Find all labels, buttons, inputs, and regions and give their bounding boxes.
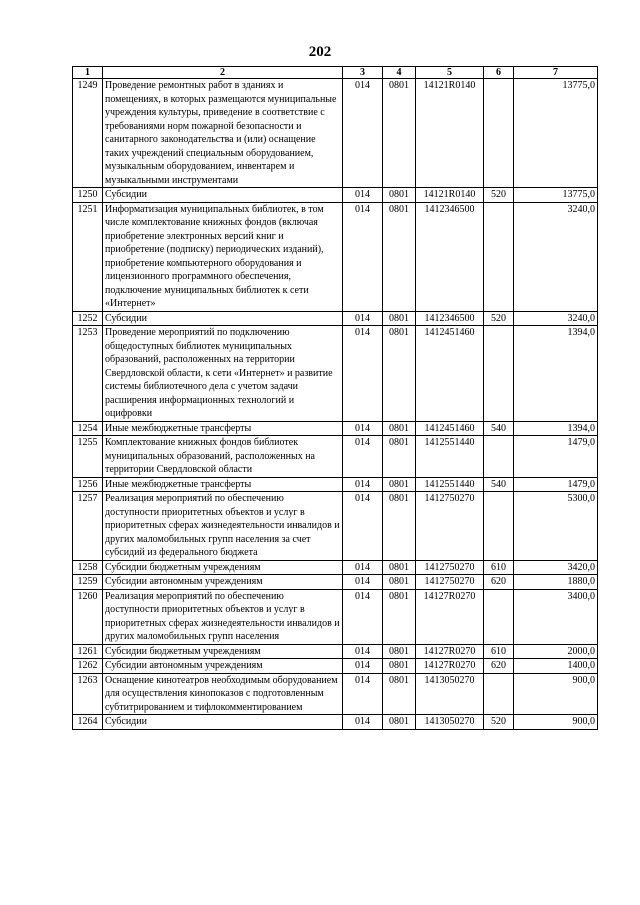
section-code-cell: 0801 — [383, 673, 416, 715]
ministry-code-cell: 014 — [343, 188, 383, 203]
header-col-4: 4 — [383, 67, 416, 79]
section-code-cell: 0801 — [383, 311, 416, 326]
section-code-cell: 0801 — [383, 421, 416, 436]
row-number-cell: 1257 — [73, 492, 103, 561]
table-row — [73, 421, 598, 436]
target-code-cell: 14127R0270 — [416, 659, 484, 674]
ministry-code-cell: 014 — [343, 326, 383, 422]
target-code-cell: 1412551440 — [416, 436, 484, 478]
section-code-cell: 0801 — [383, 659, 416, 674]
ministry-code-cell: 014 — [343, 644, 383, 659]
target-code-cell: 1413050270 — [416, 673, 484, 715]
target-code-cell: 1412346500 — [416, 311, 484, 326]
amount-cell: 3420,0 — [514, 560, 598, 575]
target-code-cell: 14121R0140 — [416, 188, 484, 203]
table-row — [73, 560, 598, 575]
ministry-code-cell: 014 — [343, 659, 383, 674]
header-col-1: 1 — [73, 67, 103, 79]
item-name-cell: Иные межбюджетные трансферты — [103, 421, 343, 436]
table-row — [73, 644, 598, 659]
table-row — [73, 188, 598, 203]
table-row — [73, 311, 598, 326]
table-row — [73, 436, 598, 478]
section-code-cell: 0801 — [383, 202, 416, 311]
item-name-cell: Оснащение кинотеатров необходимым оборудованием для осуществления кинопоказов с подготовленным субтитрированием и тифлокомментированием — [103, 673, 343, 715]
expense-type-cell — [484, 492, 514, 561]
amount-cell: 1394,0 — [514, 421, 598, 436]
expense-type-cell: 620 — [484, 575, 514, 590]
target-code-cell: 14127R0270 — [416, 644, 484, 659]
item-name-cell: Субсидии автономным учреждениям — [103, 575, 343, 590]
target-code-cell: 1412346500 — [416, 202, 484, 311]
row-number-cell: 1260 — [73, 589, 103, 644]
amount-cell: 1400,0 — [514, 659, 598, 674]
expense-type-cell — [484, 436, 514, 478]
item-name-cell: Реализация мероприятий по обеспечению доступности приоритетных объектов и услуг в приоритетных сферах жизнедеятельности инвалидов и других маломобильных групп населения за счет субсидий из федерального бюджета — [103, 492, 343, 561]
ministry-code-cell: 014 — [343, 715, 383, 730]
row-number-cell: 1255 — [73, 436, 103, 478]
row-number-cell: 1259 — [73, 575, 103, 590]
table-row — [73, 492, 598, 561]
item-name-cell: Субсидии бюджетным учреждениям — [103, 644, 343, 659]
target-code-cell: 1412551440 — [416, 477, 484, 492]
item-name-cell: Субсидии — [103, 311, 343, 326]
row-number-cell: 1254 — [73, 421, 103, 436]
section-code-cell: 0801 — [383, 188, 416, 203]
row-number-cell: 1261 — [73, 644, 103, 659]
ministry-code-cell: 014 — [343, 492, 383, 561]
ministry-code-cell: 014 — [343, 202, 383, 311]
ministry-code-cell: 014 — [343, 575, 383, 590]
amount-cell: 13775,0 — [514, 188, 598, 203]
section-code-cell: 0801 — [383, 326, 416, 422]
header-col-5: 5 — [416, 67, 484, 79]
expense-type-cell — [484, 589, 514, 644]
expense-type-cell — [484, 673, 514, 715]
ministry-code-cell: 014 — [343, 673, 383, 715]
table-row — [73, 659, 598, 674]
ministry-code-cell: 014 — [343, 421, 383, 436]
target-code-cell: 1412750270 — [416, 575, 484, 590]
ministry-code-cell: 014 — [343, 79, 383, 188]
amount-cell: 1394,0 — [514, 326, 598, 422]
row-number-cell: 1250 — [73, 188, 103, 203]
amount-cell: 3400,0 — [514, 589, 598, 644]
target-code-cell: 14121R0140 — [416, 79, 484, 188]
item-name-cell: Информатизация муниципальных библиотек, в том числе комплектование книжных фондов (включая приобретение электронных версий книг и приобретение (подписку) периодических изданий), приобретение компьютерного оборудования и лицензионного программного обеспечения, подключение муниципальных библиотек к сети «Интернет» — [103, 202, 343, 311]
amount-cell: 900,0 — [514, 673, 598, 715]
item-name-cell: Субсидии — [103, 188, 343, 203]
header-col-3: 3 — [343, 67, 383, 79]
expense-type-cell: 620 — [484, 659, 514, 674]
amount-cell: 900,0 — [514, 715, 598, 730]
table-row — [73, 589, 598, 644]
ministry-code-cell: 014 — [343, 436, 383, 478]
amount-cell: 2000,0 — [514, 644, 598, 659]
table-row — [73, 477, 598, 492]
row-number-cell: 1252 — [73, 311, 103, 326]
item-name-cell: Проведение мероприятий по подключению общедоступных библиотек муниципальных образований, расположенных на территории Свердловской области, к сети «Интернет» и развитие системы библиотечного дела с учетом задачи расширения информационных технологий и оцифровки — [103, 326, 343, 422]
item-name-cell: Субсидии автономным учреждениям — [103, 659, 343, 674]
table-row — [73, 79, 598, 188]
header-col-7: 7 — [514, 67, 598, 79]
section-code-cell: 0801 — [383, 589, 416, 644]
item-name-cell: Проведение ремонтных работ в зданиях и помещениях, в которых размещаются муниципальные учреждения культуры, приведение в соответствие с требованиями норм пожарной безопасности и санитарного законодательства и (или) оснащение таких учреждений специальным оборудованием, музыкальным оборудованием, инвентарем и музыкальными инструментами — [103, 79, 343, 188]
ministry-code-cell: 014 — [343, 589, 383, 644]
amount-cell: 1479,0 — [514, 477, 598, 492]
item-name-cell: Иные межбюджетные трансферты — [103, 477, 343, 492]
section-code-cell: 0801 — [383, 644, 416, 659]
section-code-cell: 0801 — [383, 477, 416, 492]
section-code-cell: 0801 — [383, 436, 416, 478]
section-code-cell: 0801 — [383, 715, 416, 730]
item-name-cell: Комплектование книжных фондов библиотек муниципальных образований, расположенных на территории Свердловской области — [103, 436, 343, 478]
table-header-row — [73, 67, 598, 79]
ministry-code-cell: 014 — [343, 560, 383, 575]
section-code-cell: 0801 — [383, 492, 416, 561]
row-number-cell: 1264 — [73, 715, 103, 730]
expense-type-cell: 540 — [484, 421, 514, 436]
target-code-cell: 1413050270 — [416, 715, 484, 730]
header-col-6: 6 — [484, 67, 514, 79]
section-code-cell: 0801 — [383, 79, 416, 188]
ministry-code-cell: 014 — [343, 311, 383, 326]
expense-type-cell — [484, 79, 514, 188]
expense-type-cell: 520 — [484, 188, 514, 203]
item-name-cell: Субсидии — [103, 715, 343, 730]
expense-type-cell — [484, 202, 514, 311]
amount-cell: 13775,0 — [514, 79, 598, 188]
expense-type-cell: 540 — [484, 477, 514, 492]
target-code-cell: 1412451460 — [416, 421, 484, 436]
row-number-cell: 1251 — [73, 202, 103, 311]
item-name-cell: Реализация мероприятий по обеспечению доступности приоритетных объектов и услуг в приоритетных сферах жизнедеятельности инвалидов и других маломобильных групп населения — [103, 589, 343, 644]
table-row — [73, 715, 598, 730]
amount-cell: 3240,0 — [514, 202, 598, 311]
target-code-cell: 1412750270 — [416, 560, 484, 575]
table-row — [73, 326, 598, 422]
row-number-cell: 1258 — [73, 560, 103, 575]
header-col-2: 2 — [103, 67, 343, 79]
target-code-cell: 14127R0270 — [416, 589, 484, 644]
amount-cell: 5300,0 — [514, 492, 598, 561]
row-number-cell: 1262 — [73, 659, 103, 674]
row-number-cell: 1263 — [73, 673, 103, 715]
target-code-cell: 1412451460 — [416, 326, 484, 422]
amount-cell: 3240,0 — [514, 311, 598, 326]
expense-type-cell — [484, 326, 514, 422]
section-code-cell: 0801 — [383, 560, 416, 575]
table-row — [73, 202, 598, 311]
target-code-cell: 1412750270 — [416, 492, 484, 561]
page-number: 202 — [308, 44, 332, 60]
section-code-cell: 0801 — [383, 575, 416, 590]
expense-type-cell: 610 — [484, 560, 514, 575]
table-body — [73, 79, 598, 730]
row-number-cell: 1249 — [73, 79, 103, 188]
item-name-cell: Субсидии бюджетным учреждениям — [103, 560, 343, 575]
expense-type-cell: 520 — [484, 715, 514, 730]
amount-cell: 1479,0 — [514, 436, 598, 478]
budget-table — [72, 66, 598, 730]
table-row — [73, 673, 598, 715]
amount-cell: 1880,0 — [514, 575, 598, 590]
ministry-code-cell: 014 — [343, 477, 383, 492]
table-row — [73, 575, 598, 590]
row-number-cell: 1253 — [73, 326, 103, 422]
row-number-cell: 1256 — [73, 477, 103, 492]
expense-type-cell: 520 — [484, 311, 514, 326]
expense-type-cell: 610 — [484, 644, 514, 659]
